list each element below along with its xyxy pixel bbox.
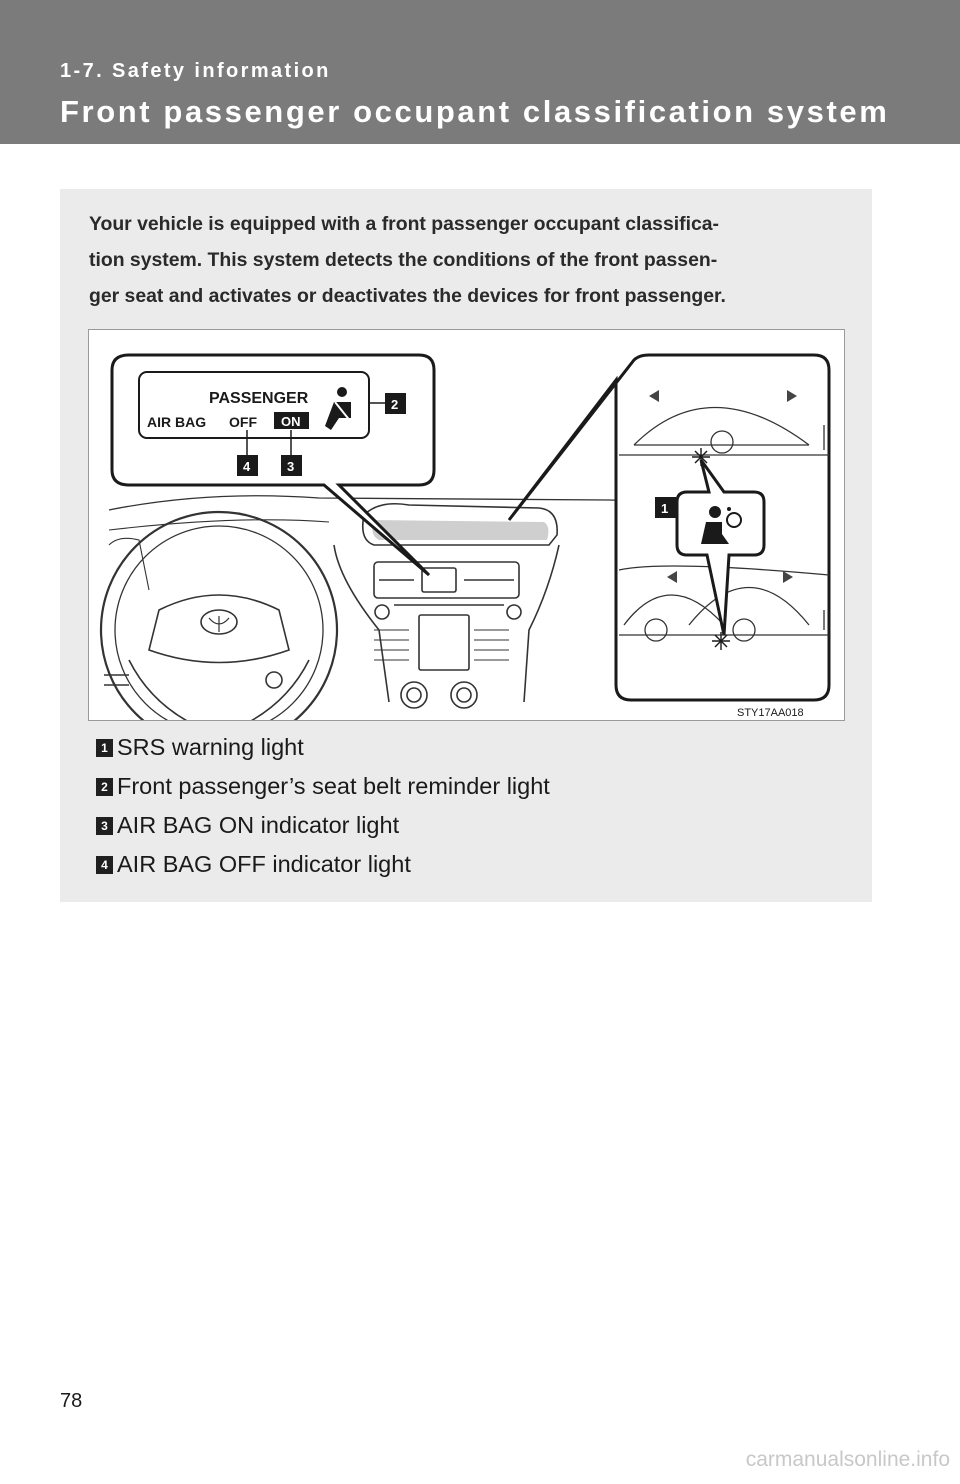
legend-number-badge: 1 (96, 739, 113, 757)
callout-3: 3 (287, 459, 295, 474)
page-title: Front passenger occupant classification system (60, 94, 890, 129)
watermark[interactable]: carmanualsonline.info (745, 1448, 950, 1471)
intro-line: Your vehicle is equipped with a front passenger occupant classifica- (89, 213, 719, 235)
callout-2: 2 (391, 397, 399, 412)
page-number: 78 (60, 1390, 83, 1412)
intro-paragraph (89, 206, 849, 314)
callout-1: 1 (661, 501, 669, 516)
intro-line: tion system. This system detects the conditions of the front passen- (89, 249, 718, 271)
panel-passenger-label: PASSENGER (209, 390, 309, 407)
panel-airbag-label: AIR BAG (147, 414, 207, 430)
figure-code: STY17AA018 (737, 707, 804, 719)
legend-item (96, 845, 836, 884)
legend-text: SRS warning light (117, 734, 304, 760)
legend-item (96, 806, 836, 845)
legend-number-badge: 3 (96, 817, 113, 835)
intro-line: ger seat and activates or deactivates the devices for front passenger. (89, 285, 726, 307)
legend-item (96, 728, 836, 767)
dashboard-drawing (89, 330, 845, 721)
panel-off-label: OFF (229, 414, 257, 430)
panel-on-label: ON (281, 414, 301, 429)
legend-text: Front passenger’s seat belt reminder light (117, 773, 550, 799)
legend-list (96, 728, 836, 884)
section-label: 1-7. Safety information (60, 60, 331, 82)
callout-4: 4 (243, 459, 251, 474)
dashboard-illustration (88, 329, 845, 721)
legend-item (96, 767, 836, 806)
legend-number-badge: 2 (96, 778, 113, 796)
legend-text: AIR BAG ON indicator light (117, 812, 400, 838)
legend-text: AIR BAG OFF indicator light (117, 851, 411, 877)
legend-number-badge: 4 (96, 856, 113, 874)
